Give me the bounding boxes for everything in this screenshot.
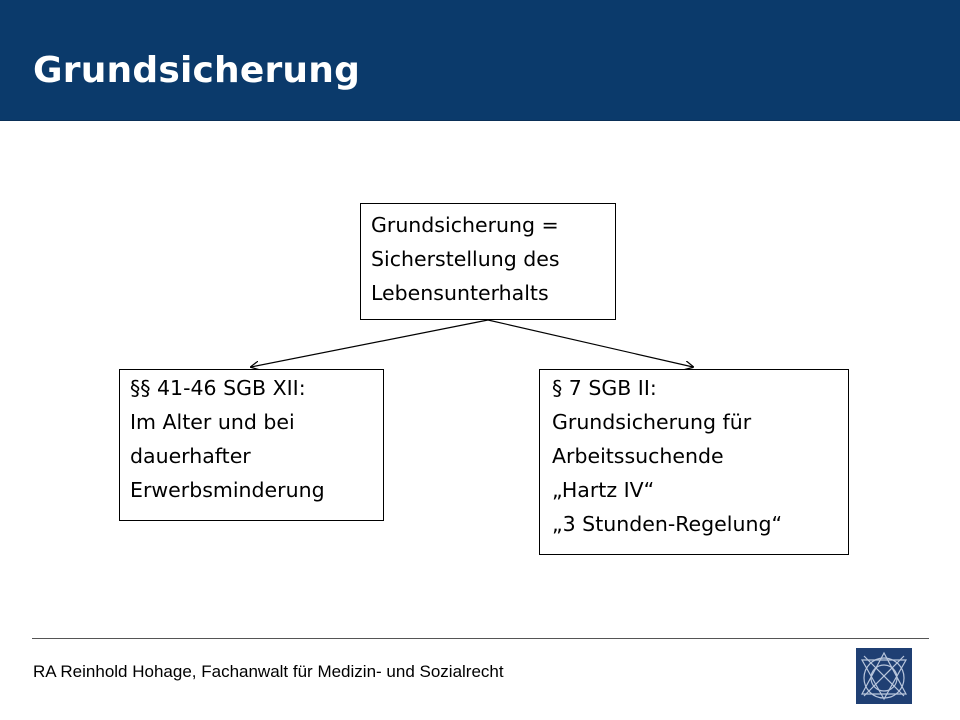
arrow-to-left-box	[251, 320, 488, 367]
footer-author: RA Reinhold Hohage, Fachanwalt für Medizin- und Sozialrecht	[33, 662, 504, 681]
sgb-xii-line: Im Alter und bei	[130, 410, 295, 434]
sgb-ii-line: „Hartz IV“	[552, 478, 655, 502]
page-title: Grundsicherung	[33, 50, 361, 91]
sgb-ii-box	[539, 369, 849, 555]
definition-line: Grundsicherung =	[371, 213, 559, 237]
definition-line: Sicherstellung des	[371, 247, 560, 271]
arrow-to-right-box	[488, 320, 693, 367]
sgb-ii-line: Arbeitssuchende	[552, 444, 724, 468]
sgb-xii-line: dauerhafter	[130, 444, 251, 468]
footer-divider	[32, 638, 929, 639]
definition-box	[360, 203, 616, 320]
sgb-xii-box	[119, 369, 384, 521]
triangle-circle-logo-icon	[856, 648, 912, 704]
sgb-xii-line: §§ 41-46 SGB XII:	[130, 376, 306, 400]
definition-line: Lebensunterhalts	[371, 281, 549, 305]
sgb-xii-line: Erwerbsminderung	[130, 478, 325, 502]
sgb-ii-line: § 7 SGB II:	[552, 376, 657, 400]
sgb-ii-line: Grundsicherung für	[552, 410, 752, 434]
sgb-ii-line: „3 Stunden-Regelung“	[552, 512, 783, 536]
